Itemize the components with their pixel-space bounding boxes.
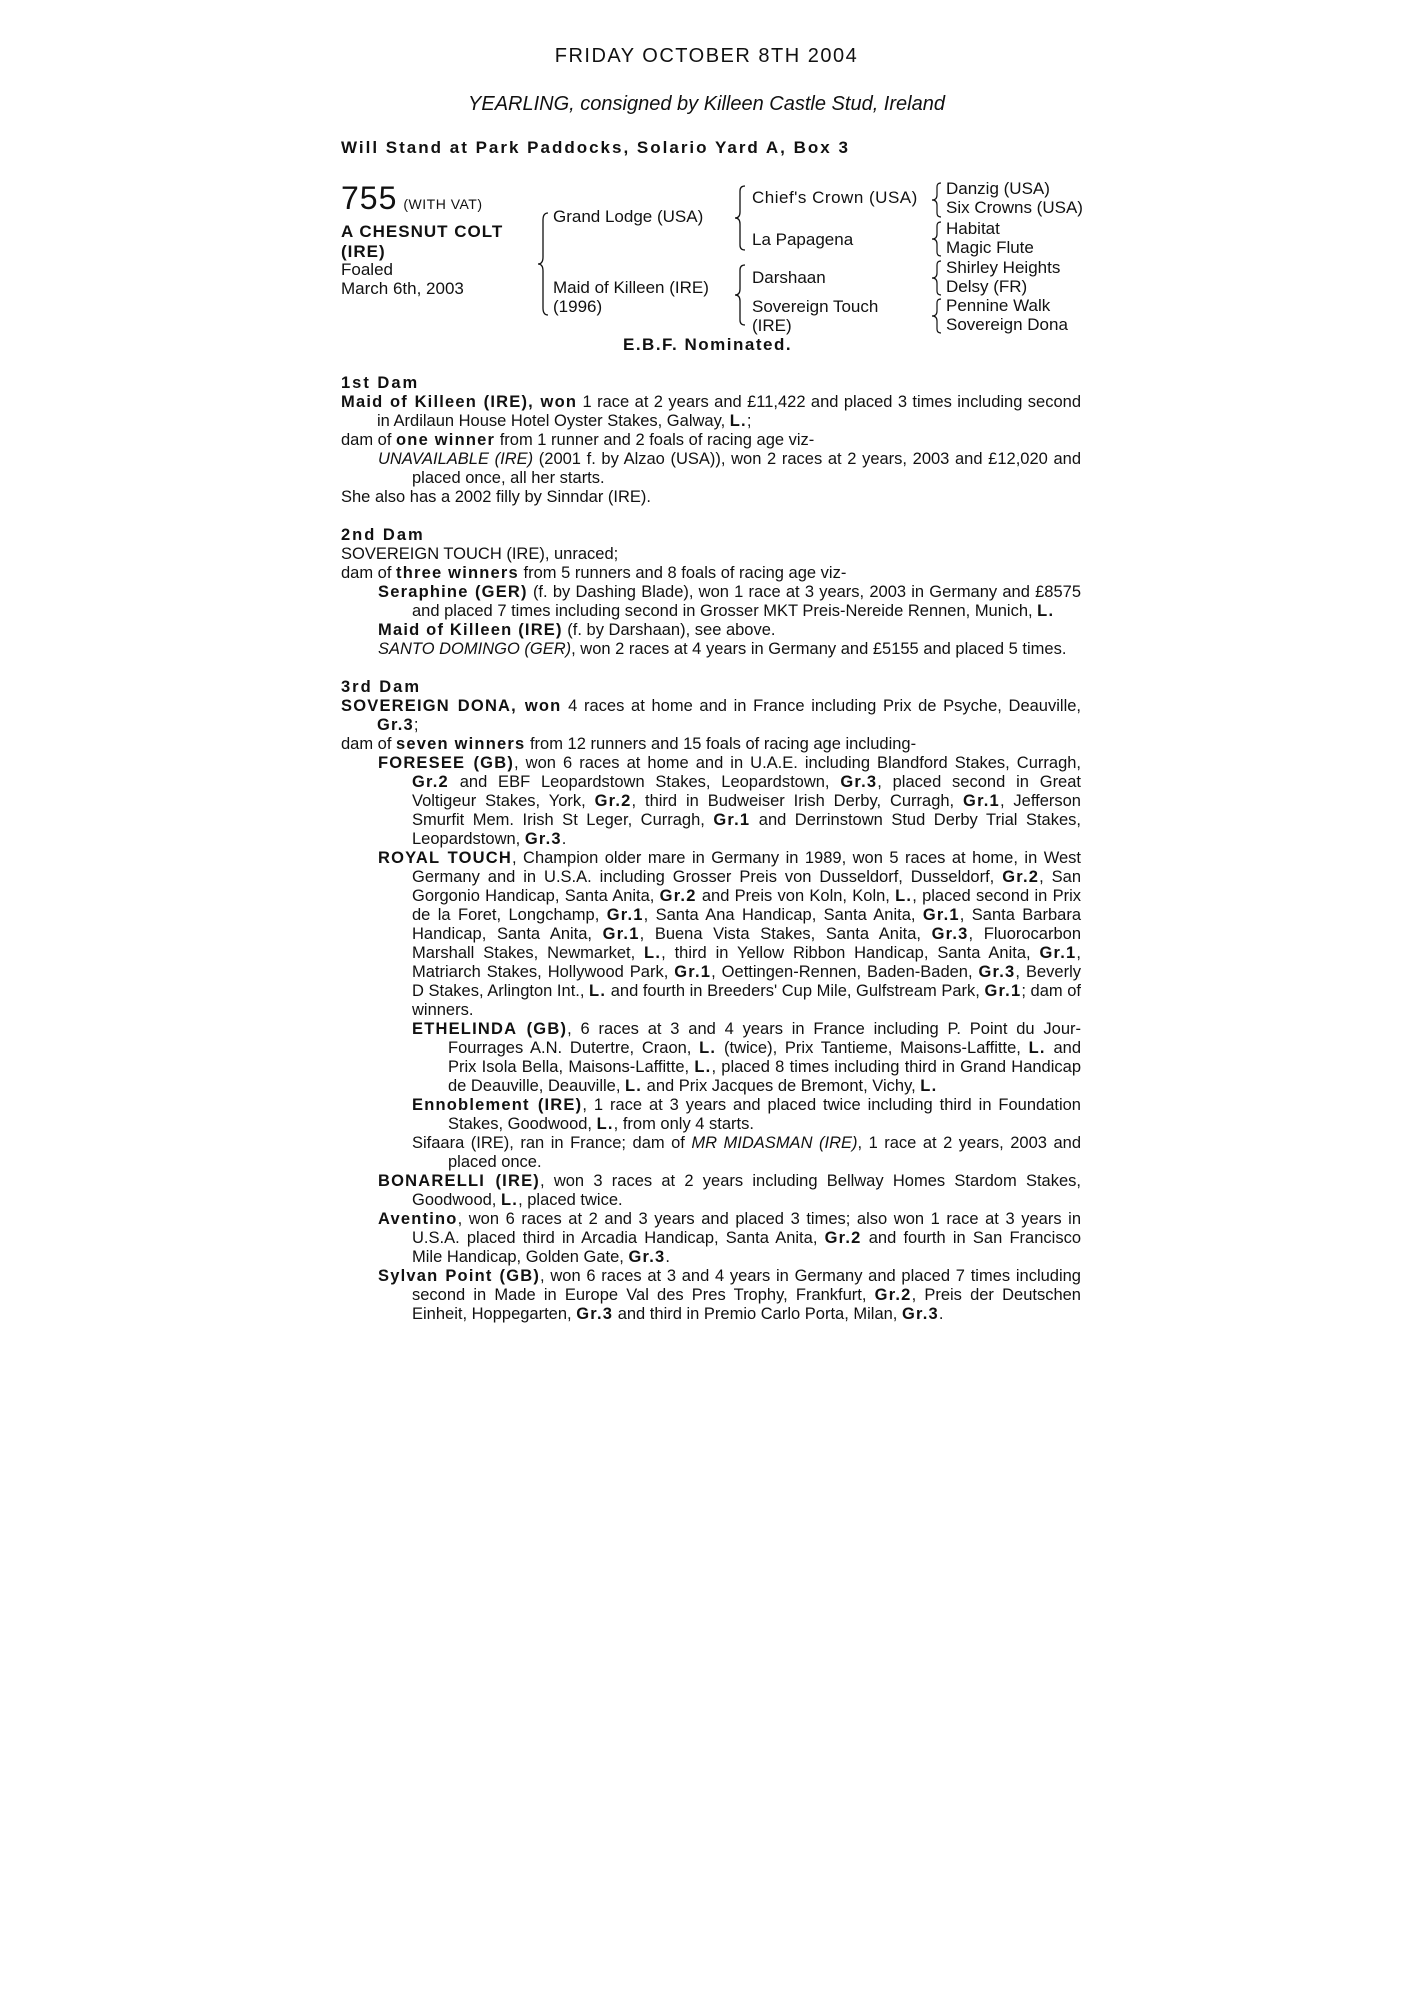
- third-dam-progeny-sylvan-point: Sylvan Point (GB), won 6 races at 3 and 4 years in Germany and placed 7 times including second in Made in Europe Val des Pres Trophy, Frankfurt, Gr.2, Preis der Deutschen Einheit, Hoppegarten, Gr.3 and third in Premio Carlo Porta, Milan, Gr.3.: [378, 1267, 1081, 1323]
- sale-date: FRIDAY OCTOBER 8TH 2004: [554, 45, 859, 67]
- pedigree-sds: Habitat: [946, 219, 1000, 238]
- pedigree-dam-dam: [752, 297, 878, 335]
- third-dam-progeny-bonarelli: BONARELLI (IRE), won 3 races at 2 years including Bellway Homes Stardom Stakes, Goodwood, L., placed twice.: [378, 1172, 1081, 1209]
- lot-number: [341, 180, 483, 217]
- pedigree-brace-ds: [930, 260, 942, 296]
- pedigree-dds: Pennine Walk: [946, 296, 1051, 315]
- pedigree-dss: Shirley Heights: [946, 258, 1061, 277]
- second-dam-heading: 2nd Dam: [341, 526, 425, 544]
- pedigree-sire: Grand Lodge (USA): [553, 207, 704, 226]
- third-dam-progeny-foresee: FORESEE (GB), won 6 races at home and in U.A.E. including Blandford Stakes, Curragh, Gr.2 and EBF Leopardstown Stakes, Leopardstown, Gr.3, placed second in Great Voltigeur Stakes, York, Gr.2, third in Budweiser Irish Derby, Curragh, Gr.1, Jefferson Smurfit Mem. Irish St Leger, Curragh, Gr.1 and Derrinstown Stud Derby Trial Stakes, Leopardstown, Gr.3.: [378, 754, 1082, 848]
- foaled-info: [341, 260, 464, 298]
- fourth-gen-progeny-sifaara: Sifaara (IRE), ran in France; dam of MR MIDASMAN (IRE), 1 race at 2 years, 2003 and placed once.: [412, 1134, 1081, 1171]
- vat-note: (WITH VAT): [403, 196, 483, 212]
- second-dam-record: SOVEREIGN TOUCH (IRE), unraced;: [341, 545, 619, 563]
- pedigree-ddd: Sovereign Dona: [946, 315, 1068, 334]
- third-dam-produce: dam of seven winners from 12 runners and 15 foals of racing age including-: [341, 735, 917, 753]
- lot-description-line-2: (IRE): [341, 242, 386, 261]
- first-dam-note: She also has a 2002 filly by Sinndar (IRE).: [341, 488, 651, 506]
- third-dam-record: SOVEREIGN DONA, won 4 races at home and in France including Prix de Psyche, Deauville, Gr.3;: [341, 697, 1081, 734]
- pedigree-brace-sd: [930, 221, 942, 257]
- consignment-line: YEARLING, consigned by Killeen Castle Stud, Ireland: [468, 93, 945, 115]
- lot-number-value: 755: [341, 180, 398, 216]
- third-dam-heading: 3rd Dam: [341, 678, 422, 696]
- pedigree-sire-sire: Chief's Crown (USA): [752, 188, 918, 207]
- pedigree-sdd: Magic Flute: [946, 238, 1034, 257]
- pedigree-dsd: Delsy (FR): [946, 277, 1028, 296]
- second-dam-progeny-seraphine: Seraphine (GER) (f. by Dashing Blade), won 1 race at 3 years, 2003 in Germany and £8575 and placed 7 times including second in Grosser MKT Preis-Nereide Rennen, Munich, L.: [378, 583, 1081, 620]
- fourth-gen-progeny-ennoblement: Ennoblement (IRE), 1 race at 3 years and placed twice including third in Foundation Stakes, Goodwood, L., from only 4 starts.: [412, 1096, 1081, 1133]
- second-dam-progeny-maid: Maid of Killeen (IRE) (f. by Darshaan), see above.: [378, 621, 776, 639]
- foaled-label: Foaled: [341, 260, 393, 279]
- pedigree-ssd: Six Crowns (USA): [946, 198, 1083, 217]
- location-line: Will Stand at Park Paddocks, Solario Yard A, Box 3: [341, 138, 850, 157]
- lot-description: [341, 222, 503, 262]
- pedigree-sss: Danzig (USA): [946, 179, 1050, 198]
- dam-history: [341, 374, 1081, 1324]
- lot-description-line-1: A CHESNUT COLT: [341, 222, 504, 241]
- foaled-date: March 6th, 2003: [341, 279, 464, 298]
- first-dam-progeny-unavailable: UNAVAILABLE (IRE) (2001 f. by Alzao (USA)), won 2 races at 2 years, 2003 and £12,020 and placed once, all her starts.: [378, 450, 1081, 487]
- pedigree-sire-dam: La Papagena: [752, 230, 854, 249]
- pedigree-brace-dd: [930, 298, 942, 334]
- fourth-gen-progeny-ethelinda: ETHELINDA (GB), 6 races at 3 and 4 years in France including P. Point du Jour-Fourrages A.N. Dutertre, Craon, L. (twice), Prix Tantieme, Maisons-Laffitte, L. and Prix Isola Bella, Maisons-Laffitte, L., placed 8 times including third in Grand Handicap de Deauville, Deauville, L. and Prix Jacques de Bremont, Vichy, L.: [412, 1020, 1081, 1095]
- first-dam-heading: 1st Dam: [341, 374, 420, 392]
- ebf-nominated: E.B.F. Nominated.: [623, 335, 793, 354]
- first-dam-record: Maid of Killeen (IRE), won 1 race at 2 years and £11,422 and placed 3 times including second in Ardilaun House Hotel Oyster Stakes, Galway, L.;: [341, 393, 1082, 430]
- pedigree-dam: [553, 278, 709, 316]
- pedigree-dam-dam-name: Sovereign Touch: [752, 297, 879, 316]
- pedigree-brace-dam: [733, 264, 747, 326]
- pedigree-brace-ss: [930, 182, 942, 218]
- pedigree-dam-name: Maid of Killeen (IRE): [553, 278, 709, 297]
- third-dam-progeny-aventino: Aventino, won 6 races at 2 and 3 years and placed 3 times; also won 1 race at 3 years in U.S.A. placed third in Arcadia Handicap, Santa Anita, Gr.2 and fourth in San Francisco Mile Handicap, Golden Gate, Gr.3.: [378, 1210, 1081, 1266]
- third-dam-progeny-royal-touch: ROYAL TOUCH, Champion older mare in Germany in 1989, won 5 races at home, in West Germany and in U.S.A. including Grosser Preis von Dusseldorf, Dusseldorf, Gr.2, San Gorgonio Handicap, Santa Anita, Gr.2 and Preis von Koln, Koln, L., placed second in Prix de la Foret, Longchamp, Gr.1, Santa Ana Handicap, Santa Anita, Gr.1, Santa Barbara Handicap, Santa Anita, Gr.1, Buena Vista Stakes, Santa Anita, Gr.3, Fluorocarbon Marshall Stakes, Newmarket, L., third in Yellow Ribbon Handicap, Santa Anita, Gr.1, Matriarch Stakes, Hollywood Park, Gr.1, Oettingen-Rennen, Baden-Baden, Gr.3, Beverly D Stakes, Arlington Int., L. and fourth in Breeders' Cup Mile, Gulfstream Park, Gr.1; dam of winners.: [378, 849, 1082, 1019]
- pedigree-dam-sire: Darshaan: [752, 268, 826, 287]
- pedigree-dam-dam-origin: (IRE): [752, 316, 792, 335]
- second-dam-progeny-santo: SANTO DOMINGO (GER), won 2 races at 4 years in Germany and £5155 and placed 5 times.: [378, 640, 1067, 658]
- pedigree-dam-year: (1996): [553, 297, 603, 316]
- pedigree-brace-sire: [733, 185, 747, 251]
- second-dam-produce: dam of three winners from 5 runners and 8 foals of racing age viz-: [341, 564, 847, 582]
- first-dam-produce: dam of one winner from 1 runner and 2 foals of racing age viz-: [341, 431, 815, 449]
- pedigree-brace-main: [536, 212, 550, 316]
